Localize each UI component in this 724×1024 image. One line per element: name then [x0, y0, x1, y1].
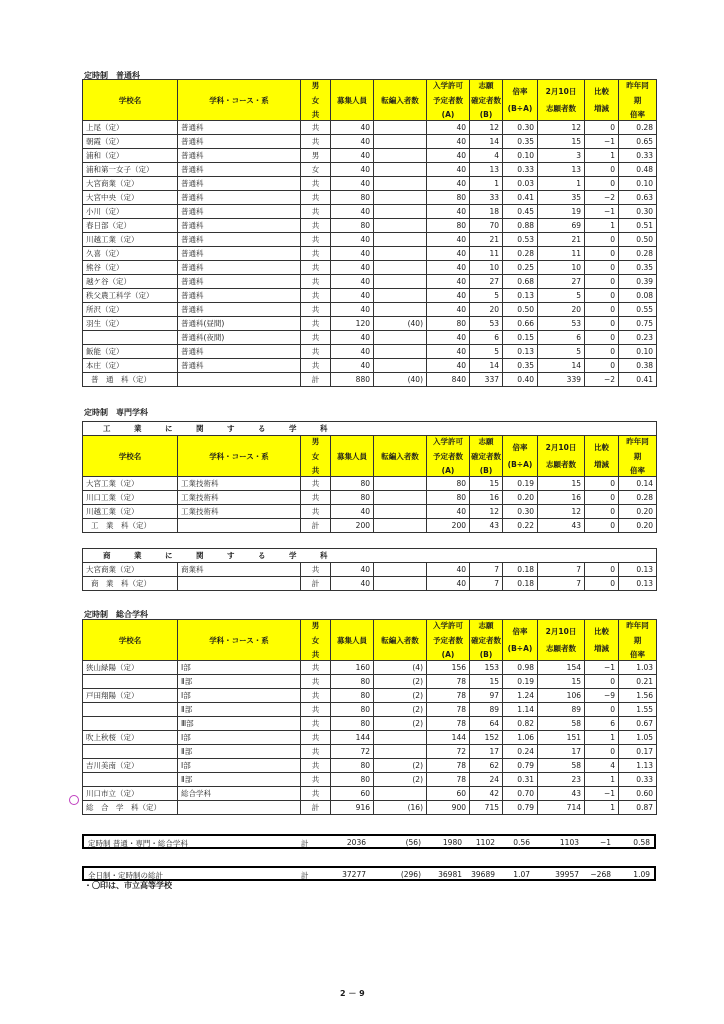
summary-row-part-time: 定時制 普通・専門・総合学科 計 2036 (56) 1980 1102 0.56 1103 −1 0.58 [82, 834, 656, 849]
footnote: ・〇印は、市立高等学校 [84, 881, 172, 890]
table-row: 川口市立（定） 総合学科 共 60 60 42 0.70 43 −1 0.60 [83, 787, 657, 801]
header-cell: 2月10日 志願者数 [538, 620, 585, 661]
table-row: 戸田翔陽（定） Ⅰ部 共 80 (2) 78 97 1.24 106 −9 1.56 [83, 689, 657, 703]
table-row: 朝霞（定） 普通科 共 40 40 14 0.35 15 −1 0.65 [83, 135, 657, 149]
table-industry [82, 421, 657, 533]
header-cell: 学校名 [83, 436, 178, 477]
table-row: 川口工業（定） 工業技術科 共 80 80 16 0.20 16 0 0.28 [83, 491, 657, 505]
header-cell: 比較 増減 [585, 620, 619, 661]
header-cell: 比較 増減 [585, 80, 619, 121]
header-cell: 学校名 [83, 80, 178, 121]
table-row: Ⅱ部 共 80 (2) 78 15 0.19 15 0 0.21 [83, 675, 657, 689]
table-header-row [83, 436, 657, 477]
header-cell: 志願 確定者数 (B) [471, 621, 501, 659]
header-cell: 昨年同 期 倍率 [619, 436, 657, 477]
table-row: 越ケ谷（定） 普通科 共 40 40 27 0.68 27 0 0.39 [83, 275, 657, 289]
table-row: 浦和第一女子（定） 普通科 女 40 40 13 0.33 13 0 0.48 [83, 163, 657, 177]
table-row: 普通科(夜間) 共 40 40 6 0.15 6 0 0.23 [83, 331, 657, 345]
table-row: 熊谷（定） 普通科 共 40 40 10 0.25 10 0 0.35 [83, 261, 657, 275]
header-cell: 転編入者数 [374, 620, 427, 661]
table-row: 川越工業（定） 工業技術科 共 40 40 12 0.30 12 0 0.20 [83, 505, 657, 519]
table-row: Ⅱ部 共 80 (2) 78 89 1.14 89 0 1.55 [83, 703, 657, 717]
table-row: 大宮工業（定） 工業技術科 共 80 80 15 0.19 15 0 0.14 [83, 477, 657, 491]
table-row: Ⅲ部 共 80 (2) 78 64 0.82 58 6 0.67 [83, 717, 657, 731]
header-cell: 2月10日 志願者数 [538, 436, 585, 477]
summary-row-grand-total: 全日制・定時制の総計 計 37277 (296) 36981 39689 1.07 39957 −268 1.09 [82, 866, 656, 881]
table-row: 羽生（定） 普通科(昼間) 共 120 (40) 80 53 0.66 53 0 0.75 [83, 317, 657, 331]
section-title-general: 定時制 普通科 [84, 71, 140, 80]
header-cell: 昨年同 期 倍率 [619, 620, 657, 661]
header-cell: 男 女 共 [301, 436, 331, 477]
header-cell: 昨年同 期 倍率 [619, 80, 657, 121]
table-row: 吉川美南（定） Ⅰ部 共 80 (2) 78 62 0.79 58 4 1.13 [83, 759, 657, 773]
table-row: 小川（定） 普通科 共 40 40 18 0.45 19 −1 0.30 [83, 205, 657, 219]
header-cell: 転編入者数 [374, 80, 427, 121]
header-cell: 学校名 [83, 620, 178, 661]
total-row: 商 業 科（定） 計 40 40 7 0.18 7 0 0.13 [83, 577, 657, 591]
table-row: 大宮商業（定） 普通科 共 40 40 1 0.03 1 0 0.10 [83, 177, 657, 191]
table-header-row [83, 620, 657, 661]
section-title-comprehensive: 定時制 総合学科 [84, 610, 148, 619]
table-row: 上尾（定） 普通科 共 40 40 12 0.30 12 0 0.28 [83, 121, 657, 135]
table-header-row [83, 80, 657, 121]
header-cell: 募集人員 [331, 436, 374, 477]
header-cell: 募集人員 [331, 620, 374, 661]
header-cell: 倍率 (B÷A) [503, 620, 538, 661]
table-row: 所沢（定） 普通科 共 40 40 20 0.50 20 0 0.55 [83, 303, 657, 317]
table-general [82, 79, 657, 387]
header-cell: 志願 確定者数 (B) [471, 81, 501, 119]
table-row: 狭山緑陽（定） Ⅰ部 共 160 (4) 156 153 0.98 154 −1 1.03 [83, 661, 657, 675]
section-title-specialized: 定時制 専門学科 [84, 408, 148, 417]
table-row: 大宮商業（定） 商業科 共 40 40 7 0.18 7 0 0.13 [83, 563, 657, 577]
header-cell: 募集人員 [331, 80, 374, 121]
header-cell: 入学許可 予定者数 (A) [427, 80, 470, 121]
table-row: 大宮中央（定） 普通科 共 80 80 33 0.41 35 −2 0.63 [83, 191, 657, 205]
header-cell: 入学許可 予定者数 (A) [427, 436, 470, 477]
table-comprehensive [82, 619, 657, 815]
header-cell: 比較 増減 [585, 436, 619, 477]
header-cell: 男 女 共 [301, 620, 331, 661]
table-row: 久喜（定） 普通科 共 40 40 11 0.28 11 0 0.28 [83, 247, 657, 261]
header-cell: 志願 確定者数 (B) [471, 437, 501, 475]
header-cell: 倍率 (B÷A) [503, 80, 538, 121]
header-cell: 転編入者数 [374, 436, 427, 477]
header-cell: 男 女 共 [301, 80, 331, 121]
page-number: 2 － 9 [340, 989, 365, 998]
table-row: 秩父農工科学（定） 普通科 共 40 40 5 0.13 5 0 0.08 [83, 289, 657, 303]
table-commerce [82, 548, 657, 591]
header-cell: 学科・コース・系 [178, 80, 301, 121]
header-cell: 入学許可 予定者数 (A) [427, 620, 470, 661]
municipal-marker-icon [69, 795, 79, 805]
table-row: 本庄（定） 普通科 共 40 40 14 0.35 14 0 0.38 [83, 359, 657, 373]
table-row: 吹上秋桜（定） Ⅰ部 共 144 144 152 1.06 151 1 1.05 [83, 731, 657, 745]
table-row: Ⅱ部 共 80 (2) 78 24 0.31 23 1 0.33 [83, 773, 657, 787]
table-row: 春日部（定） 普通科 共 80 80 70 0.88 69 1 0.51 [83, 219, 657, 233]
total-row: 総 合 学 科（定） 計 916 (16) 900 715 0.79 714 1 0.87 [83, 801, 657, 815]
header-cell: 学科・コース・系 [178, 620, 301, 661]
total-row: 工 業 科（定） 計 200 200 43 0.22 43 0 0.20 [83, 519, 657, 533]
subheader-industry: 工 業 に 関 す る 学 科 [83, 422, 657, 436]
total-row: 普 通 科（定） 計 880 (40) 840 337 0.40 339 −2 0.41 [83, 373, 657, 387]
table-row: Ⅱ部 共 72 72 17 0.24 17 0 0.17 [83, 745, 657, 759]
header-cell: 学科・コース・系 [178, 436, 301, 477]
table-row: 川越工業（定） 普通科 共 40 40 21 0.53 21 0 0.50 [83, 233, 657, 247]
table-row: 浦和（定） 普通科 男 40 40 4 0.10 3 1 0.33 [83, 149, 657, 163]
table-row: 飯能（定） 普通科 共 40 40 5 0.13 5 0 0.10 [83, 345, 657, 359]
subheader-commerce: 商 業 に 関 す る 学 科 [83, 549, 657, 563]
header-cell: 倍率 (B÷A) [503, 436, 538, 477]
header-cell: 2月10日 志願者数 [538, 80, 585, 121]
